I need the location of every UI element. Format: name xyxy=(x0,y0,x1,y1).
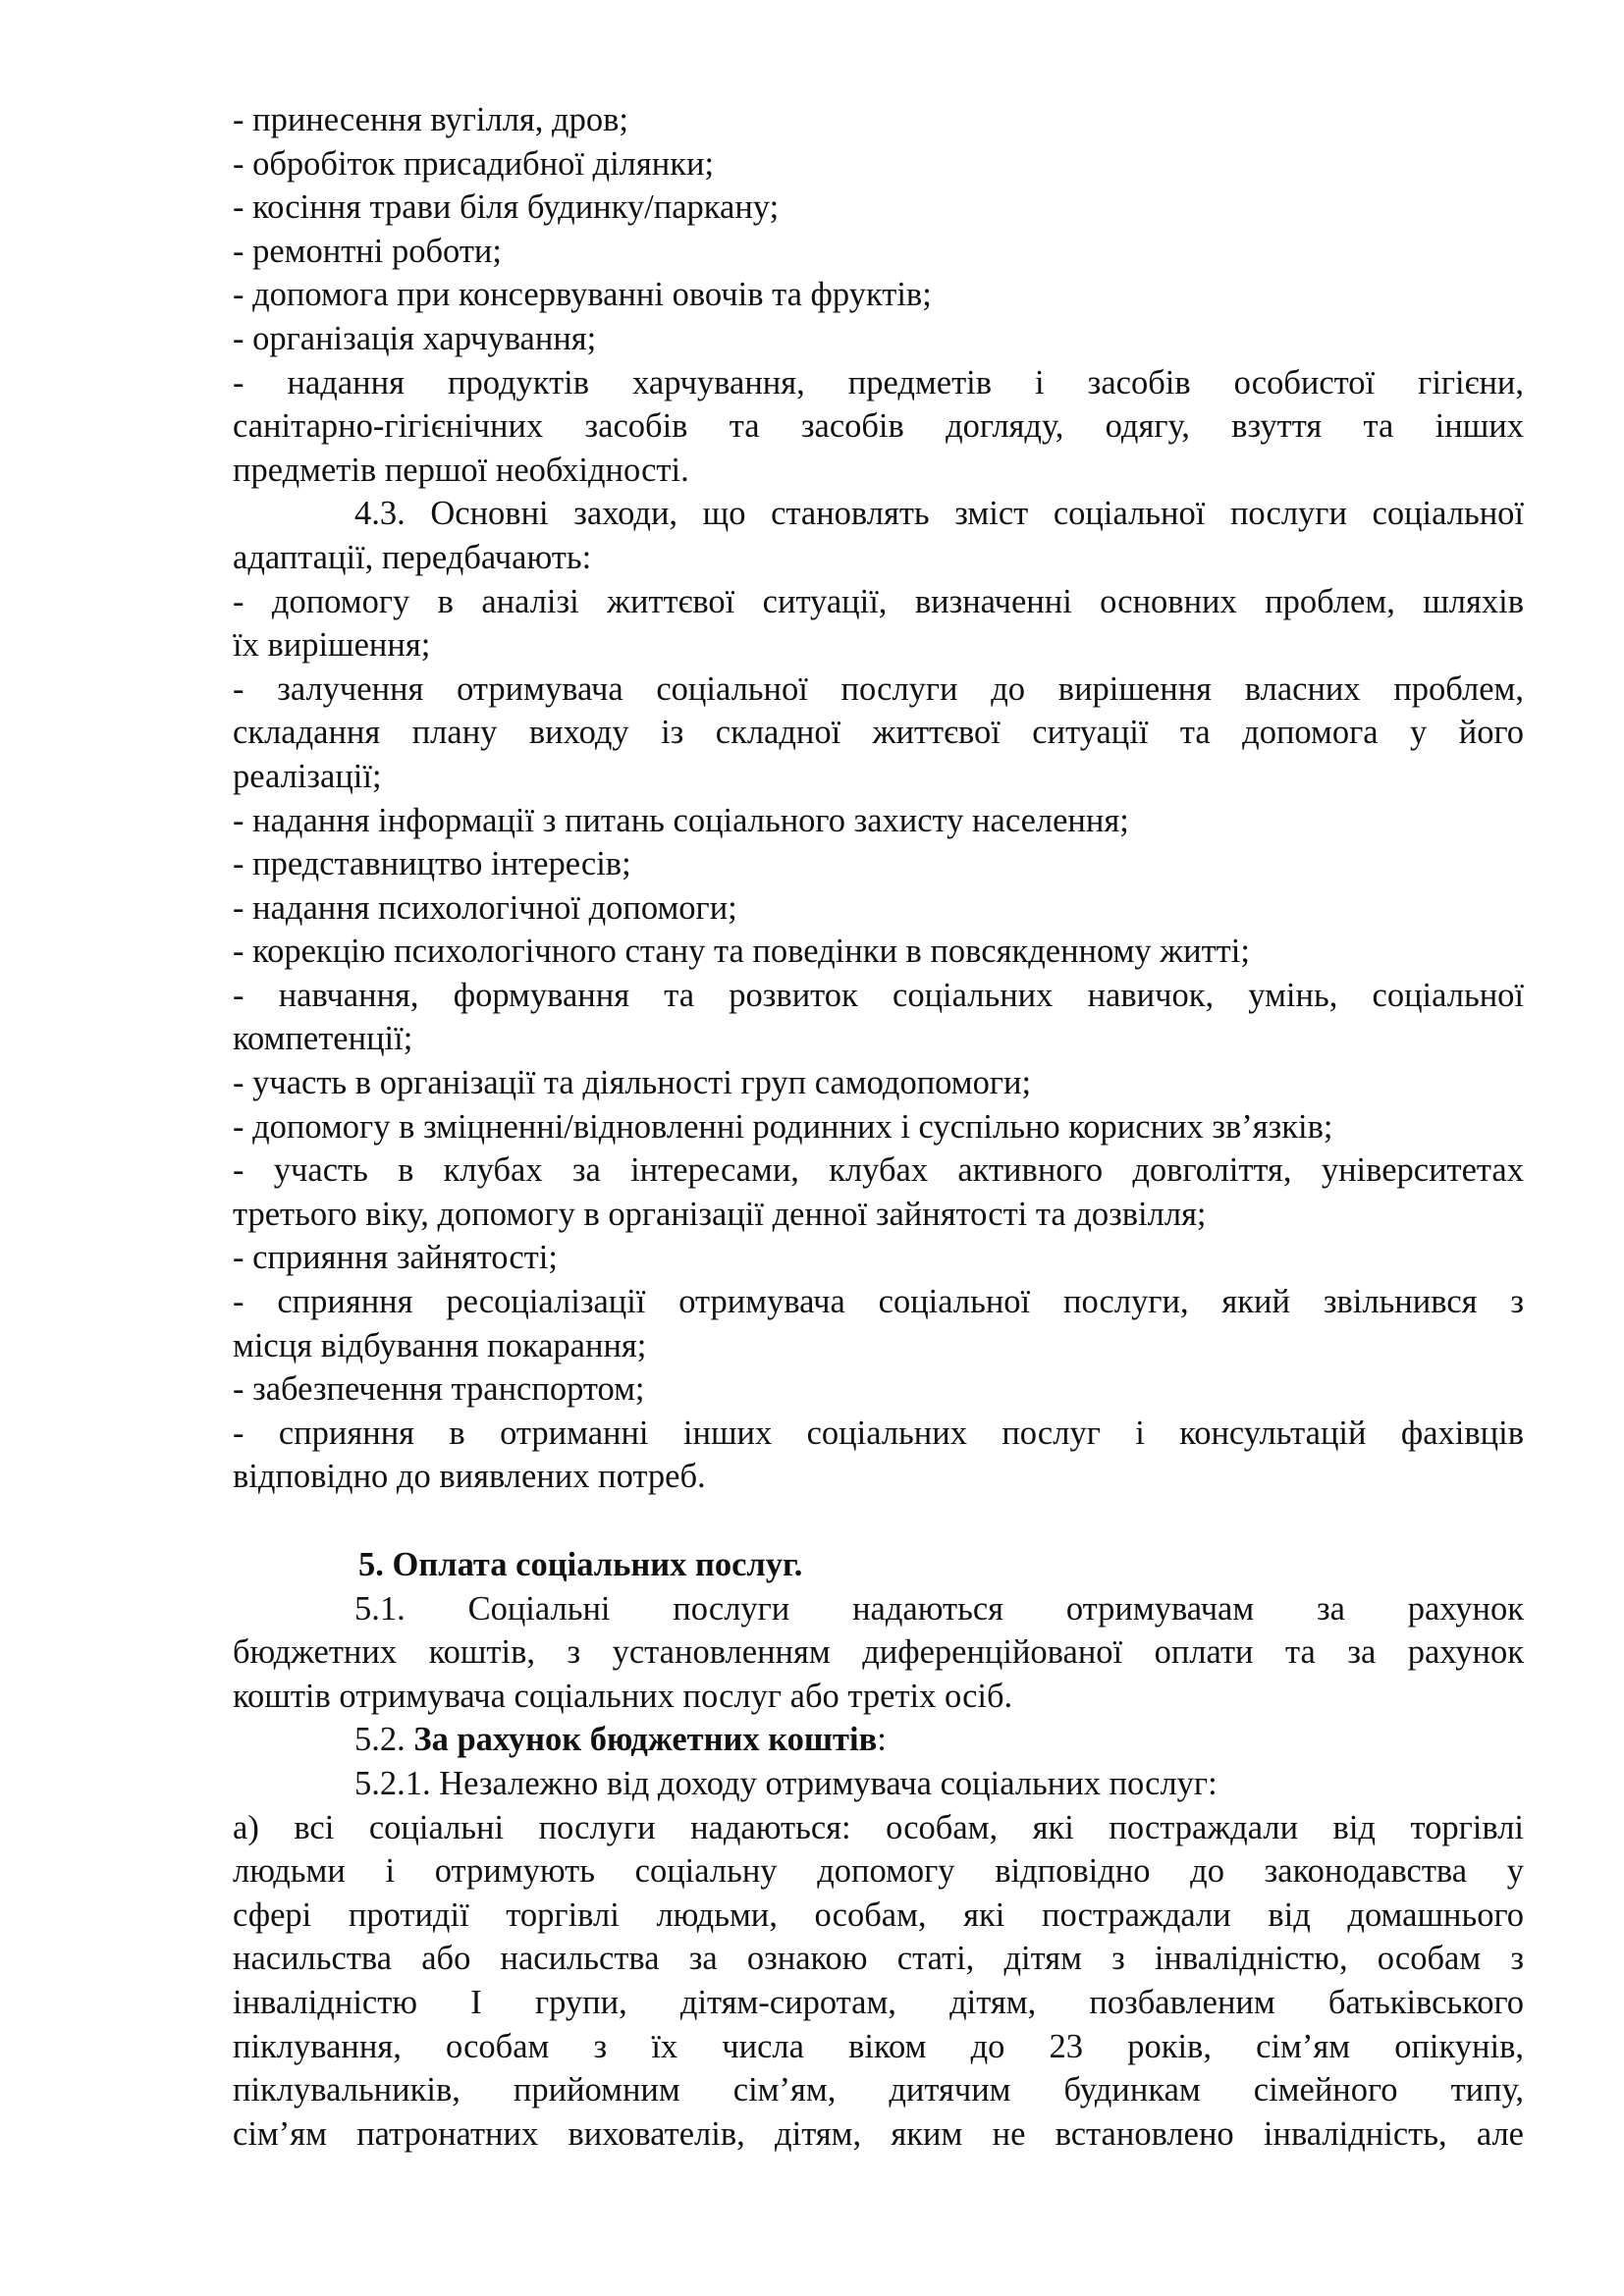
paragraph-a-line: насильства або насильства за ознакою статі, дітям з інвалідністю, особам з xyxy=(233,1940,1524,1978)
list-item: - участь в організації та діяльності груп самодопомоги; xyxy=(233,1064,1032,1102)
list-item-line: місця відбування покарання; xyxy=(233,1326,647,1364)
list-item: - надання психологічної допомоги; xyxy=(233,888,737,927)
paragraph-5-2-bold: За рахунок бюджетних коштів xyxy=(413,1721,878,1759)
paragraph-a-line: інвалідністю I групи, дітям-сиротам, дітям, позбавленим батьківського xyxy=(233,1983,1524,2021)
list-item-line: відповідно до виявлених потреб. xyxy=(233,1458,706,1496)
list-item-line: їх вирішення; xyxy=(233,626,431,665)
list-item-line: - навчання, формування та розвиток соціальних навичок, умінь, соціальної xyxy=(233,976,1524,1014)
list-item: - представництво інтересів; xyxy=(233,845,631,883)
paragraph-4-3-line: 4.3. Основні заходи, що становлять зміст соціальної послуги соціальної xyxy=(354,495,1524,533)
list-item: - допомогу в зміцненні/відновленні родинних і суспільно корисних зв’язків; xyxy=(233,1107,1333,1146)
list-item-line: складання плану виходу із складної життєвої ситуації та допомога у його xyxy=(233,714,1524,752)
list-item-line: предметів першої необхідності. xyxy=(233,451,689,489)
list-item-line: компетенції; xyxy=(233,1020,413,1058)
paragraph-5-2 xyxy=(233,1718,1524,1762)
list-item: - надання інформації з питань соціального захисту населення; xyxy=(233,801,1129,839)
paragraph-5-1-line: коштів отримувача соціальних послуг або третіх осіб. xyxy=(233,1677,1013,1715)
list-item-line: - надання продуктів харчування, предметів і засобів особистої гігієни, xyxy=(233,363,1524,401)
list-item-line: санітарно-гігієнічних засобів та засобів догляду, одягу, взуття та інших xyxy=(233,407,1524,446)
list-item: - обробіток присадибної ділянки; xyxy=(233,144,715,183)
list-item: - косіння трави біля будинку/паркану; xyxy=(233,188,780,227)
paragraph-a-line: піклувальників, прийомним сім’ям, дитячим будинкам сімейного типу, xyxy=(233,2071,1524,2109)
paragraph-5-1-line: бюджетних коштів, з установленням диференційованої оплати та за рахунок xyxy=(233,1633,1524,1672)
list-item-line: - сприяння ресоціалізації отримувача соціальної послуги, який звільнився з xyxy=(233,1283,1524,1321)
paragraph-5-2-1: 5.2.1. Незалежно від доходу отримувача соціальних послуг: xyxy=(354,1764,1218,1802)
list-item: - принесення вугілля, дров; xyxy=(233,101,628,138)
section-spacer xyxy=(233,1499,1524,1543)
paragraph-4-3-line: адаптації, передбачають: xyxy=(233,538,592,576)
paragraph-a-line: піклування, особам з їх числа віком до 23 років, сім’ям опікунів, xyxy=(233,2027,1524,2065)
list-item-line: - допомогу в аналізі життєвої ситуації, визначенні основних проблем, шляхів xyxy=(233,582,1524,620)
paragraph-5-1-line: 5.1. Соціальні послуги надаються отримувачам за рахунок xyxy=(354,1589,1524,1628)
paragraph-a-line: сім’ям патронатних вихователів, дітям, яким не встановлено інвалідність, але xyxy=(233,2114,1524,2153)
list-item: - допомога при консервуванні овочів та фруктів; xyxy=(233,276,932,314)
list-item-line: третього віку, допомогу в організації денної зайнятості та дозвілля; xyxy=(233,1195,1207,1233)
list-item: - забезпечення транспортом; xyxy=(233,1370,645,1409)
paragraph-a-line: людьми і отримують соціальну допомогу відповідно до законодавства у xyxy=(233,1852,1524,1891)
list-item: - корекцію психологічного стану та поведінки в повсякденному житті; xyxy=(233,933,1250,971)
list-item: - сприяння зайнятості; xyxy=(233,1239,558,1277)
list-item-line: реалізації; xyxy=(233,757,382,795)
list-item-line: - участь в клубах за інтересами, клубах активного довголіття, університетах xyxy=(233,1151,1524,1190)
list-item-line: - сприяння в отриманні інших соціальних послуг і консультацій фахівців xyxy=(233,1414,1524,1452)
document-page xyxy=(233,98,1524,2156)
section-5-heading: 5. Оплата соціальних послуг. xyxy=(358,1546,803,1583)
list-item: - організація харчування; xyxy=(233,319,597,357)
paragraph-a-line: а) всі соціальні послуги надаються: особам, які постраждали від торгівлі xyxy=(233,1808,1524,1846)
paragraph-5-2-number: 5.2. xyxy=(354,1721,414,1759)
list-item: - ремонтні роботи; xyxy=(233,232,502,270)
paragraph-5-2-colon: : xyxy=(877,1721,887,1759)
paragraph-a-line: сфері протидії торгівлі людьми, особам, які постраждали від домашнього xyxy=(233,1896,1524,1934)
list-item-line: - залучення отримувача соціальної послуги до вирішення власних проблем, xyxy=(233,669,1524,708)
